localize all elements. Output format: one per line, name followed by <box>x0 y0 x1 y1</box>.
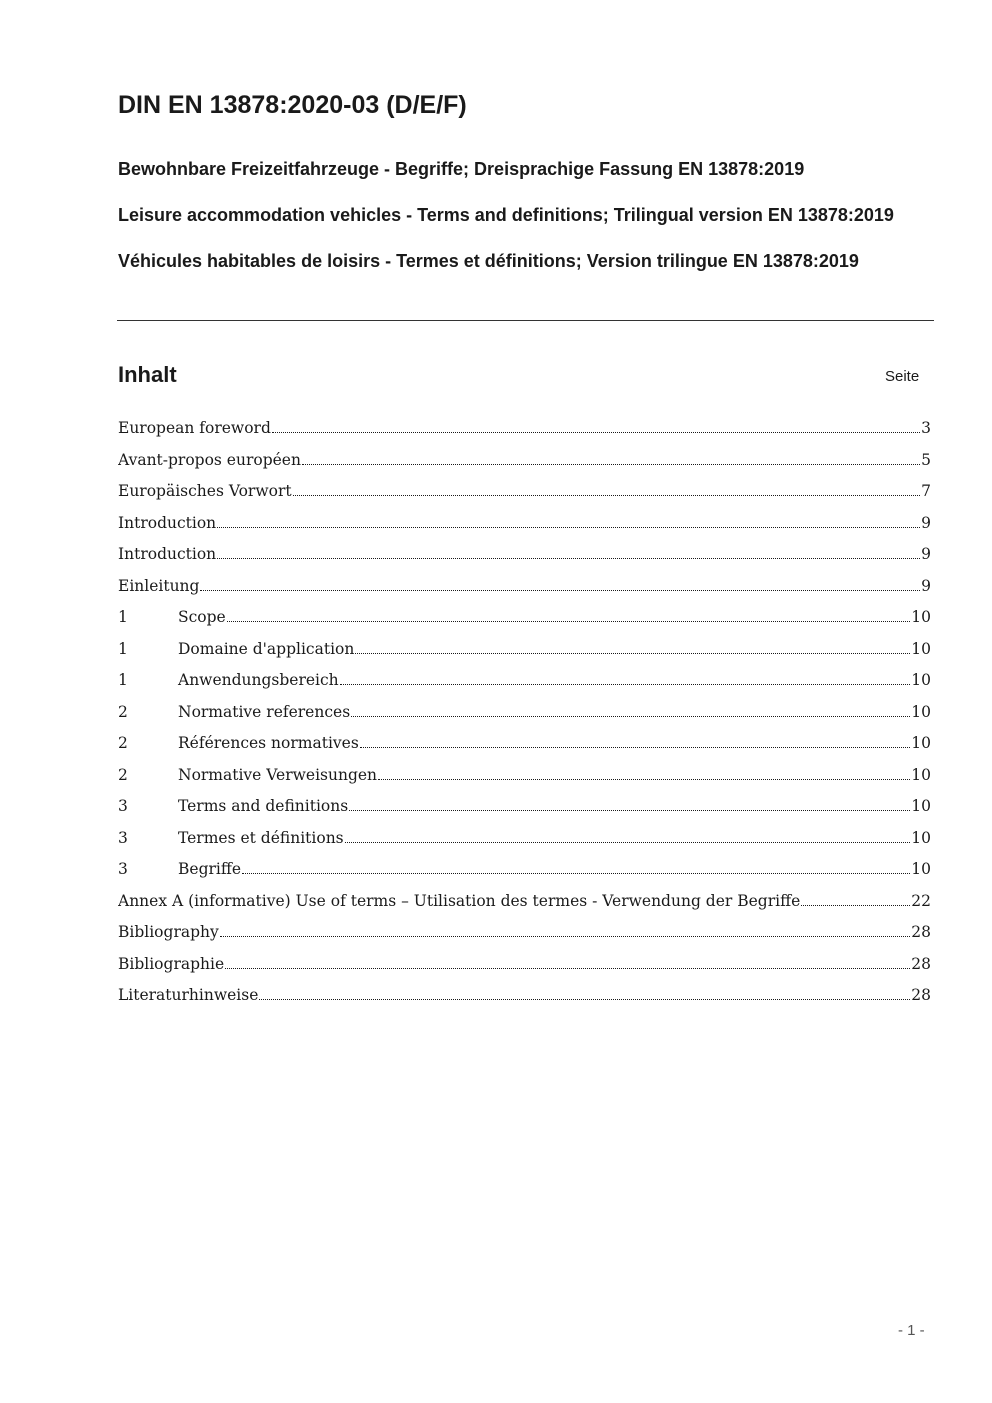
toc-entry-page: 28 <box>911 954 931 973</box>
toc-dot-leader <box>340 680 911 685</box>
toc-dot-leader <box>351 712 910 717</box>
toc-entry-page: 10 <box>911 765 931 784</box>
toc-entry-title: Annex A (informative) Use of terms – Utilisation des termes - Verwendung der Begriffe <box>118 891 801 910</box>
toc-entry-title: Avant-propos européen <box>118 450 301 469</box>
toc-entry-page: 5 <box>921 450 931 469</box>
toc-heading: Inhalt <box>118 362 177 387</box>
toc-entry-page: 28 <box>911 923 931 941</box>
toc-entry-page: 10 <box>911 671 931 689</box>
toc-entry-number: 1 <box>118 639 128 658</box>
toc-entry-page: 10 <box>911 797 931 815</box>
toc-entry-number: 1 <box>118 671 128 689</box>
toc-dot-leader <box>345 838 911 843</box>
toc-entry-number: 1 <box>118 608 128 626</box>
toc-page-column-label: Seite <box>885 368 920 385</box>
toc-entry-page: 7 <box>921 482 931 500</box>
toc-entry[interactable] <box>118 889 931 921</box>
toc-dot-leader <box>259 995 910 1000</box>
toc-dot-leader <box>217 554 920 559</box>
toc-entry-page: 10 <box>911 860 931 878</box>
document-title: DIN EN 13878:2020-03 (D/E/F) <box>118 91 467 119</box>
table-of-contents <box>118 416 931 1015</box>
toc-entry[interactable] <box>118 637 931 669</box>
toc-entry[interactable] <box>118 574 931 606</box>
toc-entry-page: 3 <box>921 419 931 437</box>
toc-entry[interactable] <box>118 542 931 574</box>
toc-entry[interactable] <box>118 952 931 984</box>
page-number: - 1 - <box>898 1322 925 1339</box>
toc-entry-number: 2 <box>118 702 128 721</box>
toc-entry-title: Terms and definitions <box>178 797 349 815</box>
toc-entry-page: 10 <box>911 608 931 626</box>
toc-entry-title: Begriffe <box>178 860 242 878</box>
toc-entry-page: 22 <box>911 891 931 910</box>
toc-entry[interactable] <box>118 605 931 637</box>
toc-entry[interactable] <box>118 479 931 511</box>
toc-entry-number: 2 <box>118 734 128 752</box>
toc-dot-leader <box>217 523 920 528</box>
toc-entry-number: 2 <box>118 765 128 784</box>
toc-dot-leader <box>272 428 920 433</box>
toc-entry-title: Normative references <box>178 702 351 721</box>
toc-entry-number: 3 <box>118 797 128 815</box>
subtitle-french: Véhicules habitables de loisirs - Termes et définitions; Version trilingue EN 13878:2019 <box>118 251 859 271</box>
toc-dot-leader <box>378 775 910 780</box>
toc-entry-title: Europäisches Vorwort <box>118 482 292 500</box>
toc-entry[interactable] <box>118 511 931 543</box>
toc-entry-page: 9 <box>921 513 931 532</box>
subtitle-german: Bewohnbare Freizeitfahrzeuge - Begriffe; Dreisprachige Fassung EN 13878:2019 <box>118 159 805 179</box>
toc-entry-title: Bibliography <box>118 923 219 941</box>
toc-entry[interactable] <box>118 416 931 448</box>
toc-entry-title: Anwendungsbereich <box>178 671 339 689</box>
toc-entry-title: Domaine d'application <box>178 639 355 658</box>
toc-entry-number: 3 <box>118 828 128 847</box>
toc-dot-leader <box>200 586 920 591</box>
toc-entry-page: 10 <box>911 702 931 721</box>
toc-entry[interactable] <box>118 794 931 826</box>
toc-dot-leader <box>220 932 911 937</box>
toc-entry-page: 9 <box>921 576 931 595</box>
toc-entry[interactable] <box>118 983 931 1015</box>
toc-entry[interactable] <box>118 668 931 700</box>
toc-entry-title: Termes et définitions <box>178 828 344 847</box>
toc-dot-leader <box>225 964 910 969</box>
toc-entry[interactable] <box>118 920 931 952</box>
toc-entry-title: Normative Verweisungen <box>178 765 378 784</box>
toc-dot-leader <box>355 649 910 654</box>
header-divider <box>117 320 934 321</box>
toc-entry-number: 3 <box>118 860 128 878</box>
toc-dot-leader <box>360 743 910 748</box>
subtitle-english: Leisure accommodation vehicles - Terms and definitions; Trilingual version EN 13878:2019 <box>118 205 894 225</box>
toc-entry-page: 10 <box>911 734 931 752</box>
toc-entry-title: Einleitung <box>118 576 200 595</box>
toc-entry-page: 10 <box>911 828 931 847</box>
toc-entry-title: Introduction <box>118 545 217 563</box>
toc-entry[interactable] <box>118 448 931 480</box>
toc-entry[interactable] <box>118 731 931 763</box>
toc-entry-title: Scope <box>178 608 226 626</box>
toc-entry-page: 10 <box>911 639 931 658</box>
toc-entry[interactable] <box>118 763 931 795</box>
toc-entry[interactable] <box>118 700 931 732</box>
toc-dot-leader <box>801 901 910 906</box>
toc-dot-leader <box>242 869 910 874</box>
toc-dot-leader <box>302 460 920 465</box>
toc-dot-leader <box>349 806 910 811</box>
toc-entry-title: Bibliographie <box>118 954 225 973</box>
toc-entry-title: European foreword <box>118 419 271 437</box>
toc-entry-title: Introduction <box>118 513 217 532</box>
toc-entry-page: 28 <box>911 986 931 1004</box>
toc-dot-leader <box>227 617 911 622</box>
document-subtitles <box>118 158 933 273</box>
toc-entry[interactable] <box>118 857 931 889</box>
toc-entry[interactable] <box>118 826 931 858</box>
toc-entry-title: Références normatives <box>178 734 359 752</box>
toc-entry-title: Literaturhinweise <box>118 986 259 1004</box>
toc-entry-page: 9 <box>921 545 931 563</box>
toc-dot-leader <box>293 491 921 496</box>
